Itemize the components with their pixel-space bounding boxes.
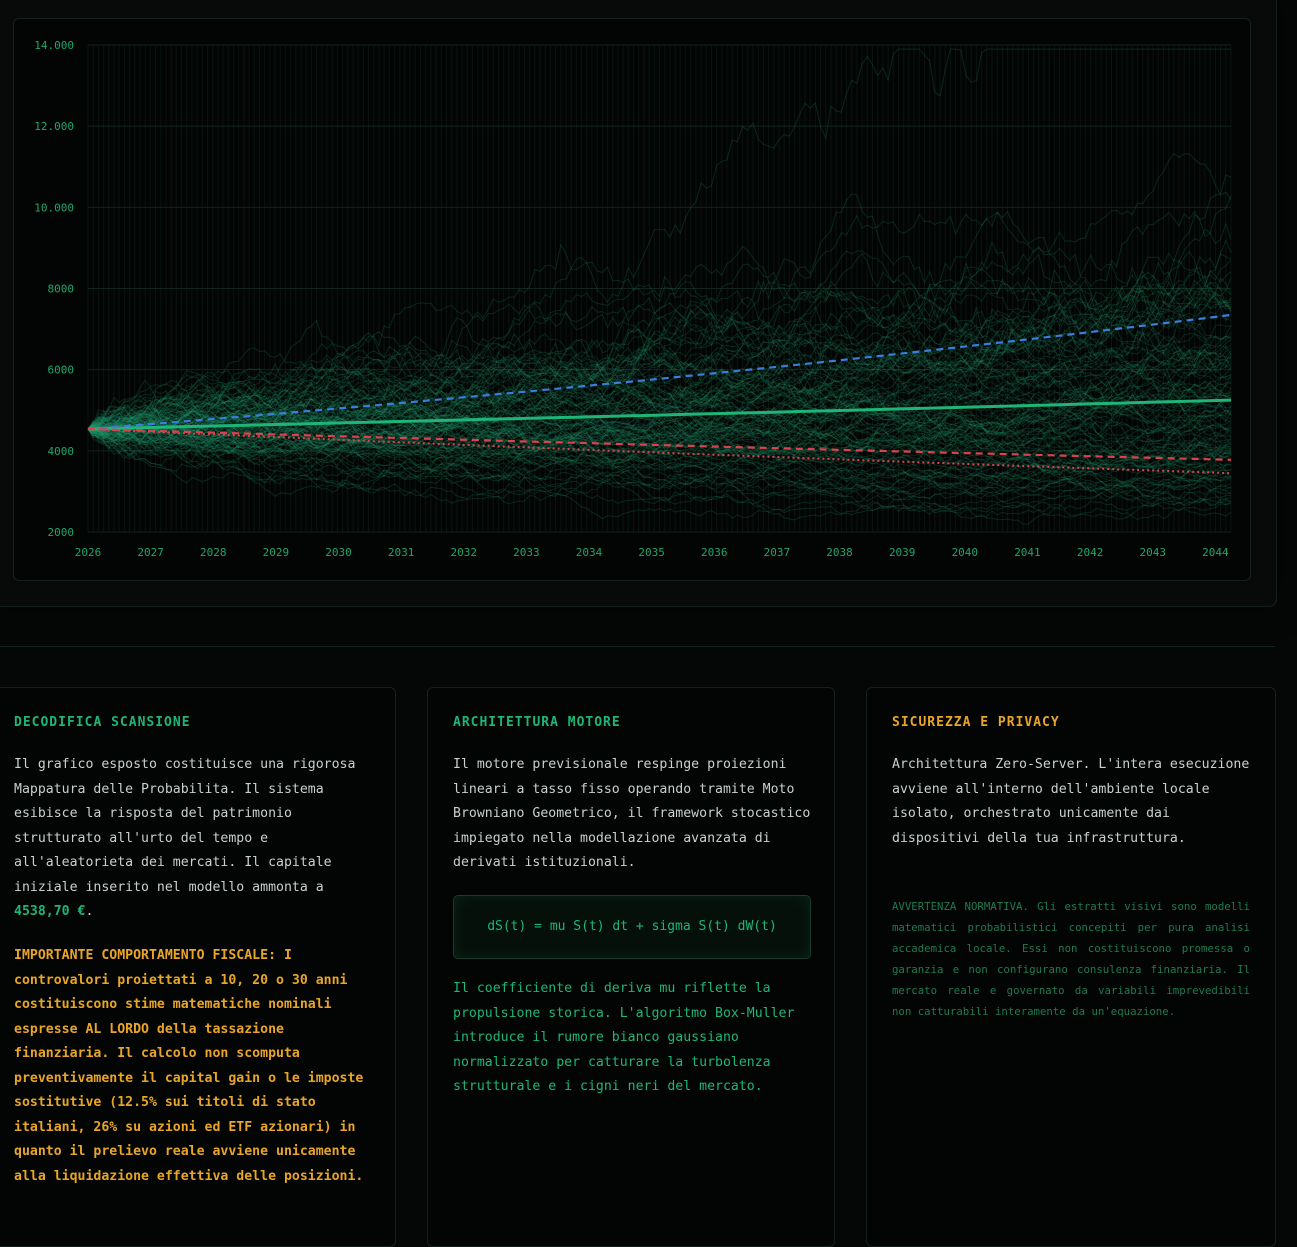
x-tick-label: 2041 — [1014, 546, 1041, 559]
scan-paragraph-end: . — [85, 904, 94, 919]
x-tick-label: 2044 — [1202, 546, 1229, 559]
card-security-privacy — [866, 687, 1276, 1247]
y-tick-label: 12.000 — [34, 120, 74, 134]
engine-paragraph: Il motore previsionale respinge proiezioni lineari a tasso fisso operando tramite Moto Browniano Geometrico, il framework stocastico impiegato nella modellazione avanzata di derivati istituzionali. — [453, 757, 811, 870]
x-tick-label: 2033 — [513, 546, 540, 559]
card-scan-decoding — [0, 687, 396, 1247]
drift-paragraph: Il coefficiente di deriva mu riflette la propulsione storica. L'algoritmo Box-Muller introduce il rumore bianco gaussiano normalizzato per catturare la turbolenza strutturale e i cigni neri del mercato. — [453, 981, 795, 1094]
x-tick-label: 2032 — [450, 546, 478, 559]
x-tick-label: 2030 — [325, 546, 352, 559]
x-tick-label: 2026 — [74, 546, 102, 559]
x-tick-label: 2034 — [575, 546, 603, 559]
x-tick-label: 2039 — [888, 546, 916, 559]
card-title: DECODIFICA SCANSIONE — [14, 715, 191, 730]
y-tick-label: 10.000 — [34, 201, 74, 215]
x-tick-label: 2042 — [1076, 546, 1104, 559]
y-tick-label: 2000 — [47, 526, 74, 539]
scan-paragraph: Il grafico esposto costituisce una rigorosa Mappatura delle Probabilita. Il sistema esibisce la risposta del patrimonio strutturato all'urto del tempo e all'aleatorieta dei mercati. Il capitale iniziale inserito nel modello ammonta a — [14, 757, 356, 895]
x-tick-label: 2031 — [387, 546, 415, 559]
y-tick-label: 4000 — [47, 444, 74, 458]
x-tick-label: 2037 — [763, 546, 791, 559]
section-divider — [0, 646, 1275, 647]
card-engine-architecture — [427, 687, 835, 1247]
x-tick-label: 2027 — [137, 546, 164, 559]
x-tick-label: 2043 — [1139, 546, 1166, 559]
chart-svg — [14, 19, 1250, 580]
x-tick-label: 2035 — [638, 546, 665, 559]
x-tick-label: 2029 — [262, 546, 290, 559]
legal-disclaimer: AVVERTENZA NORMATIVA. Gli estratti visivi sono modelli matematici probabilistici concepiti per pura analisi accademica locale. Essi non costituiscono promessa o garanzia e non configurano consulenza finanziaria. Il mercato reale e governato da variabili imprevedibili non catturabili interamente da un'equazione. — [892, 900, 1250, 1018]
card-title: SICUREZZA E PRIVACY — [892, 715, 1060, 730]
y-tick-label: 14.000 — [34, 39, 74, 52]
card-title: ARCHITETTURA MOTORE — [453, 715, 621, 730]
x-tick-label: 2040 — [951, 546, 979, 559]
simulation-chart — [13, 18, 1251, 581]
gbm-formula: dS(t) = mu S(t) dt + sigma S(t) dW(t) — [453, 895, 811, 959]
x-tick-label: 2036 — [701, 546, 728, 559]
security-paragraph: Architettura Zero-Server. L'intera esecuzione avviene all'interno dell'ambiente locale isolato, orchestrato unicamente dai dispositivi della tua infrastruttura. — [892, 757, 1250, 846]
x-tick-label: 2028 — [200, 546, 227, 559]
x-tick-label: 2038 — [826, 546, 853, 559]
y-tick-label: 6000 — [47, 363, 74, 377]
tax-warning: IMPORTANTE COMPORTAMENTO FISCALE: I controvalori proiettati a 10, 20 o 30 anni costituiscono stime matematiche nominali espresse AL LORDO della tassazione finanziaria. Il calcolo non scomputa preventivamente il capital gain o le imposte sostitutive (12.5% sui titoli di stato italiani, 26% su azioni ed ETF azionari) in quanto il prelievo reale avviene unicamente alla liquidazione effettiva delle posizioni. — [14, 948, 364, 1184]
card-body — [14, 753, 379, 925]
initial-capital-value: 4538,70 € — [14, 904, 86, 919]
y-tick-label: 8000 — [47, 282, 74, 296]
